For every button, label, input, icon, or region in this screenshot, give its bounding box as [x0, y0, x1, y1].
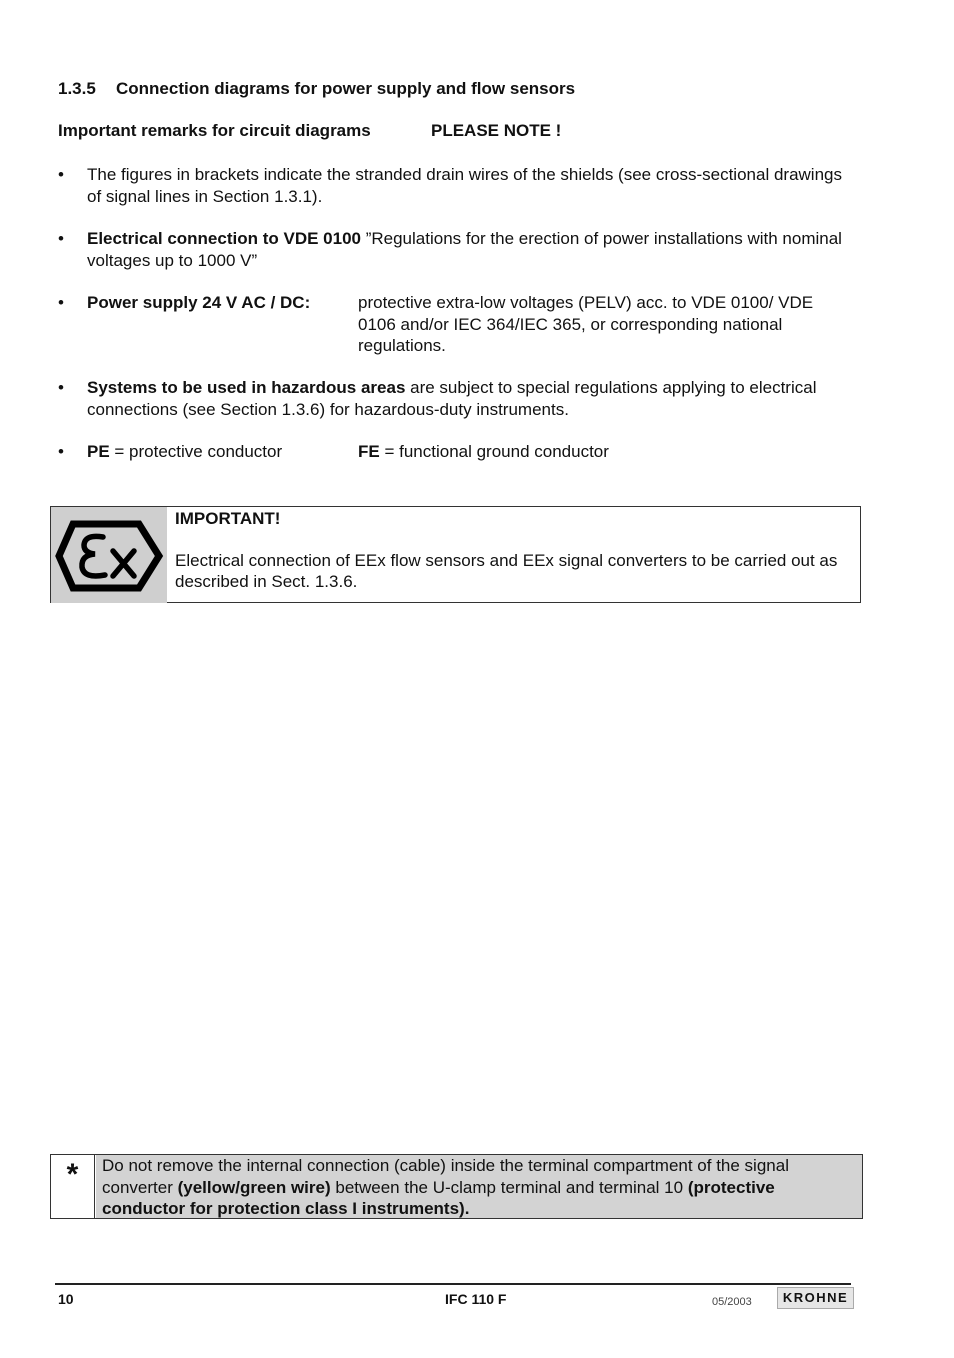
footer-divider [55, 1283, 851, 1285]
section-title: Connection diagrams for power supply and flow sensors [116, 79, 576, 98]
important-text: Electrical connection of EEx flow sensors and EEx signal converters to be carried out as described in Sect. 1.3.6. [175, 550, 838, 591]
bullet-item-1 [58, 164, 848, 207]
bullet-bold: Electrical connection to VDE 0100 [87, 229, 361, 248]
bullet-item-3 [58, 292, 848, 358]
bullet-bold: Systems to be used in hazardous areas [87, 378, 406, 397]
bullet-icon: • [58, 229, 64, 248]
bullet-text: protective extra-low voltages (PELV) acc. to VDE 0100/ VDE 0106 and/or IEC 364/IEC 365, or corresponding national regulations. [358, 293, 814, 355]
important-box [50, 506, 861, 603]
bullet-text: ”Regulations for the erection of power installations with nominal voltages up to 1000 V” [87, 229, 842, 270]
model-name: IFC 110 F [445, 1291, 507, 1307]
asterisk-marker: * [51, 1155, 95, 1218]
bullet-item-5 [58, 441, 848, 463]
bullet-icon: • [58, 165, 64, 184]
bullet-bold: Power supply 24 V AC / DC: [87, 293, 311, 312]
section-number: 1.3.5 [58, 79, 96, 98]
note-box [50, 1154, 863, 1219]
fe-definition: FE = functional ground conductor [358, 442, 609, 461]
bullet-item-4 [58, 377, 848, 420]
important-title: IMPORTANT! [175, 509, 281, 528]
page-number: 10 [58, 1291, 74, 1307]
remarks-title: Important remarks for circuit diagrams [58, 121, 371, 140]
bullet-icon: • [58, 378, 64, 397]
bullet-item-2 [58, 228, 848, 271]
bullet-text: are subject to special regulations applying to electrical connections (see Section 1.3.6) for hazardous-duty instruments. [87, 378, 817, 419]
date: 05/2003 [712, 1296, 752, 1308]
ex-hazard-icon [51, 507, 167, 603]
bullet-text: The figures in brackets indicate the stranded drain wires of the shields (see cross-sectional drawings of signal lines in Section 1.3.1). [87, 165, 842, 206]
pe-definition: PE = protective conductor [87, 442, 283, 461]
remarks-heading [58, 120, 562, 142]
krohne-logo: KROHNE [777, 1287, 854, 1309]
please-note: PLEASE NOTE ! [431, 121, 562, 140]
bullet-icon: • [58, 442, 64, 461]
note-text: Do not remove the internal connection (cable) inside the terminal compartment of the signal converter (yellow/green wire) between the U-clamp terminal and terminal 10 (protective conductor for protection class I instruments). [96, 1155, 862, 1218]
section-heading [58, 78, 575, 100]
bullet-icon: • [58, 293, 64, 312]
